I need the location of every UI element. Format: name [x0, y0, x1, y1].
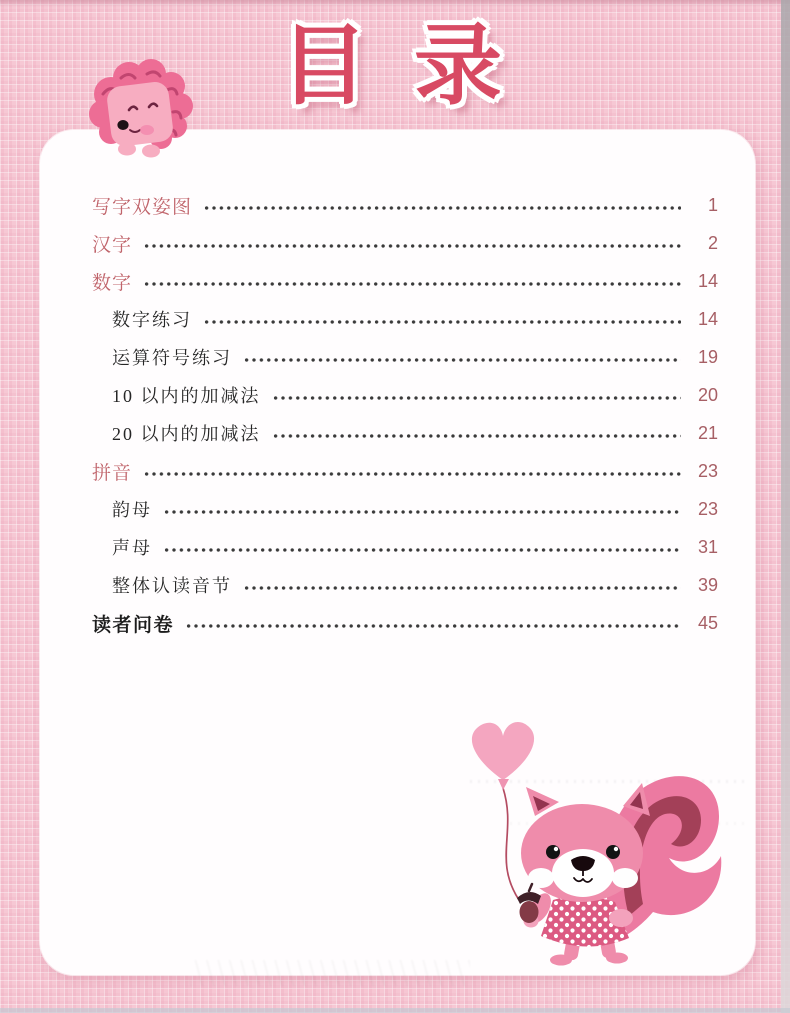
- toc-entry: [92, 338, 718, 376]
- toc-entry-label: 数字: [92, 272, 133, 294]
- toc-entry-label: 20 以内的加减法: [112, 424, 261, 444]
- toc-entry: [92, 262, 718, 300]
- dot-leader: [244, 585, 681, 591]
- toc-entry-page: 14: [697, 308, 718, 329]
- toc-entry-page: 23: [697, 460, 718, 481]
- showthrough-artifact: [190, 960, 470, 986]
- toc-entry: [92, 376, 718, 414]
- toc-entry-page: 2: [707, 232, 718, 253]
- dot-leader: [273, 433, 682, 439]
- photo-bottom-edge: [0, 1008, 790, 1013]
- toc-entry-page: 23: [697, 498, 718, 519]
- toc-entry-label: 整体认读音节: [112, 576, 232, 596]
- toc-entry-page: 39: [697, 574, 718, 595]
- photo-top-edge: [0, 0, 790, 7]
- toc-entry-label: 读者问卷: [92, 614, 175, 636]
- toc-entry-page: 45: [697, 612, 718, 633]
- dot-leader: [164, 547, 681, 553]
- page-title: 目录: [279, 14, 548, 117]
- toc-entry-page: 1: [707, 194, 718, 215]
- toc-entry-label: 运算符号练习: [112, 348, 232, 368]
- toc-entry: [92, 224, 718, 262]
- dot-leader: [144, 471, 681, 477]
- toc-entry: [92, 490, 718, 528]
- dot-leader: [244, 357, 681, 363]
- toc-entry-label: 汉字: [92, 234, 133, 256]
- table-of-contents: [92, 186, 718, 642]
- toc-entry: [92, 300, 718, 338]
- squirrel-heart-balloon-icon: [443, 702, 743, 968]
- dot-leader: [144, 243, 681, 249]
- toc-entry: [92, 566, 718, 604]
- toc-entry-page: 19: [697, 346, 718, 367]
- toc-entry-label: 韵母: [112, 500, 152, 520]
- toc-entry: [92, 528, 718, 566]
- toc-entry-page: 31: [697, 536, 718, 557]
- toc-entry: [92, 186, 718, 224]
- toc-entry-label: 拼音: [92, 462, 133, 484]
- dot-leader: [164, 509, 681, 515]
- toc-entry: [92, 414, 718, 452]
- hedgehog-icon: [77, 50, 197, 158]
- toc-entry-page: 14: [697, 270, 718, 291]
- toc-entry: [92, 452, 718, 490]
- toc-entry-page: 21: [697, 422, 718, 443]
- dot-leader: [186, 623, 681, 629]
- dot-leader: [204, 205, 681, 211]
- toc-entry: [92, 604, 718, 642]
- toc-entry-page: 20: [697, 384, 718, 405]
- photo-right-edge: [781, 0, 790, 1013]
- dot-leader: [273, 395, 682, 401]
- toc-entry-label: 声母: [112, 538, 152, 558]
- toc-entry-label: 数字练习: [112, 310, 192, 330]
- toc-entry-label: 10 以内的加减法: [112, 386, 261, 406]
- dot-leader: [204, 319, 681, 325]
- toc-entry-label: 写字双姿图: [92, 196, 193, 218]
- dot-leader: [144, 281, 681, 287]
